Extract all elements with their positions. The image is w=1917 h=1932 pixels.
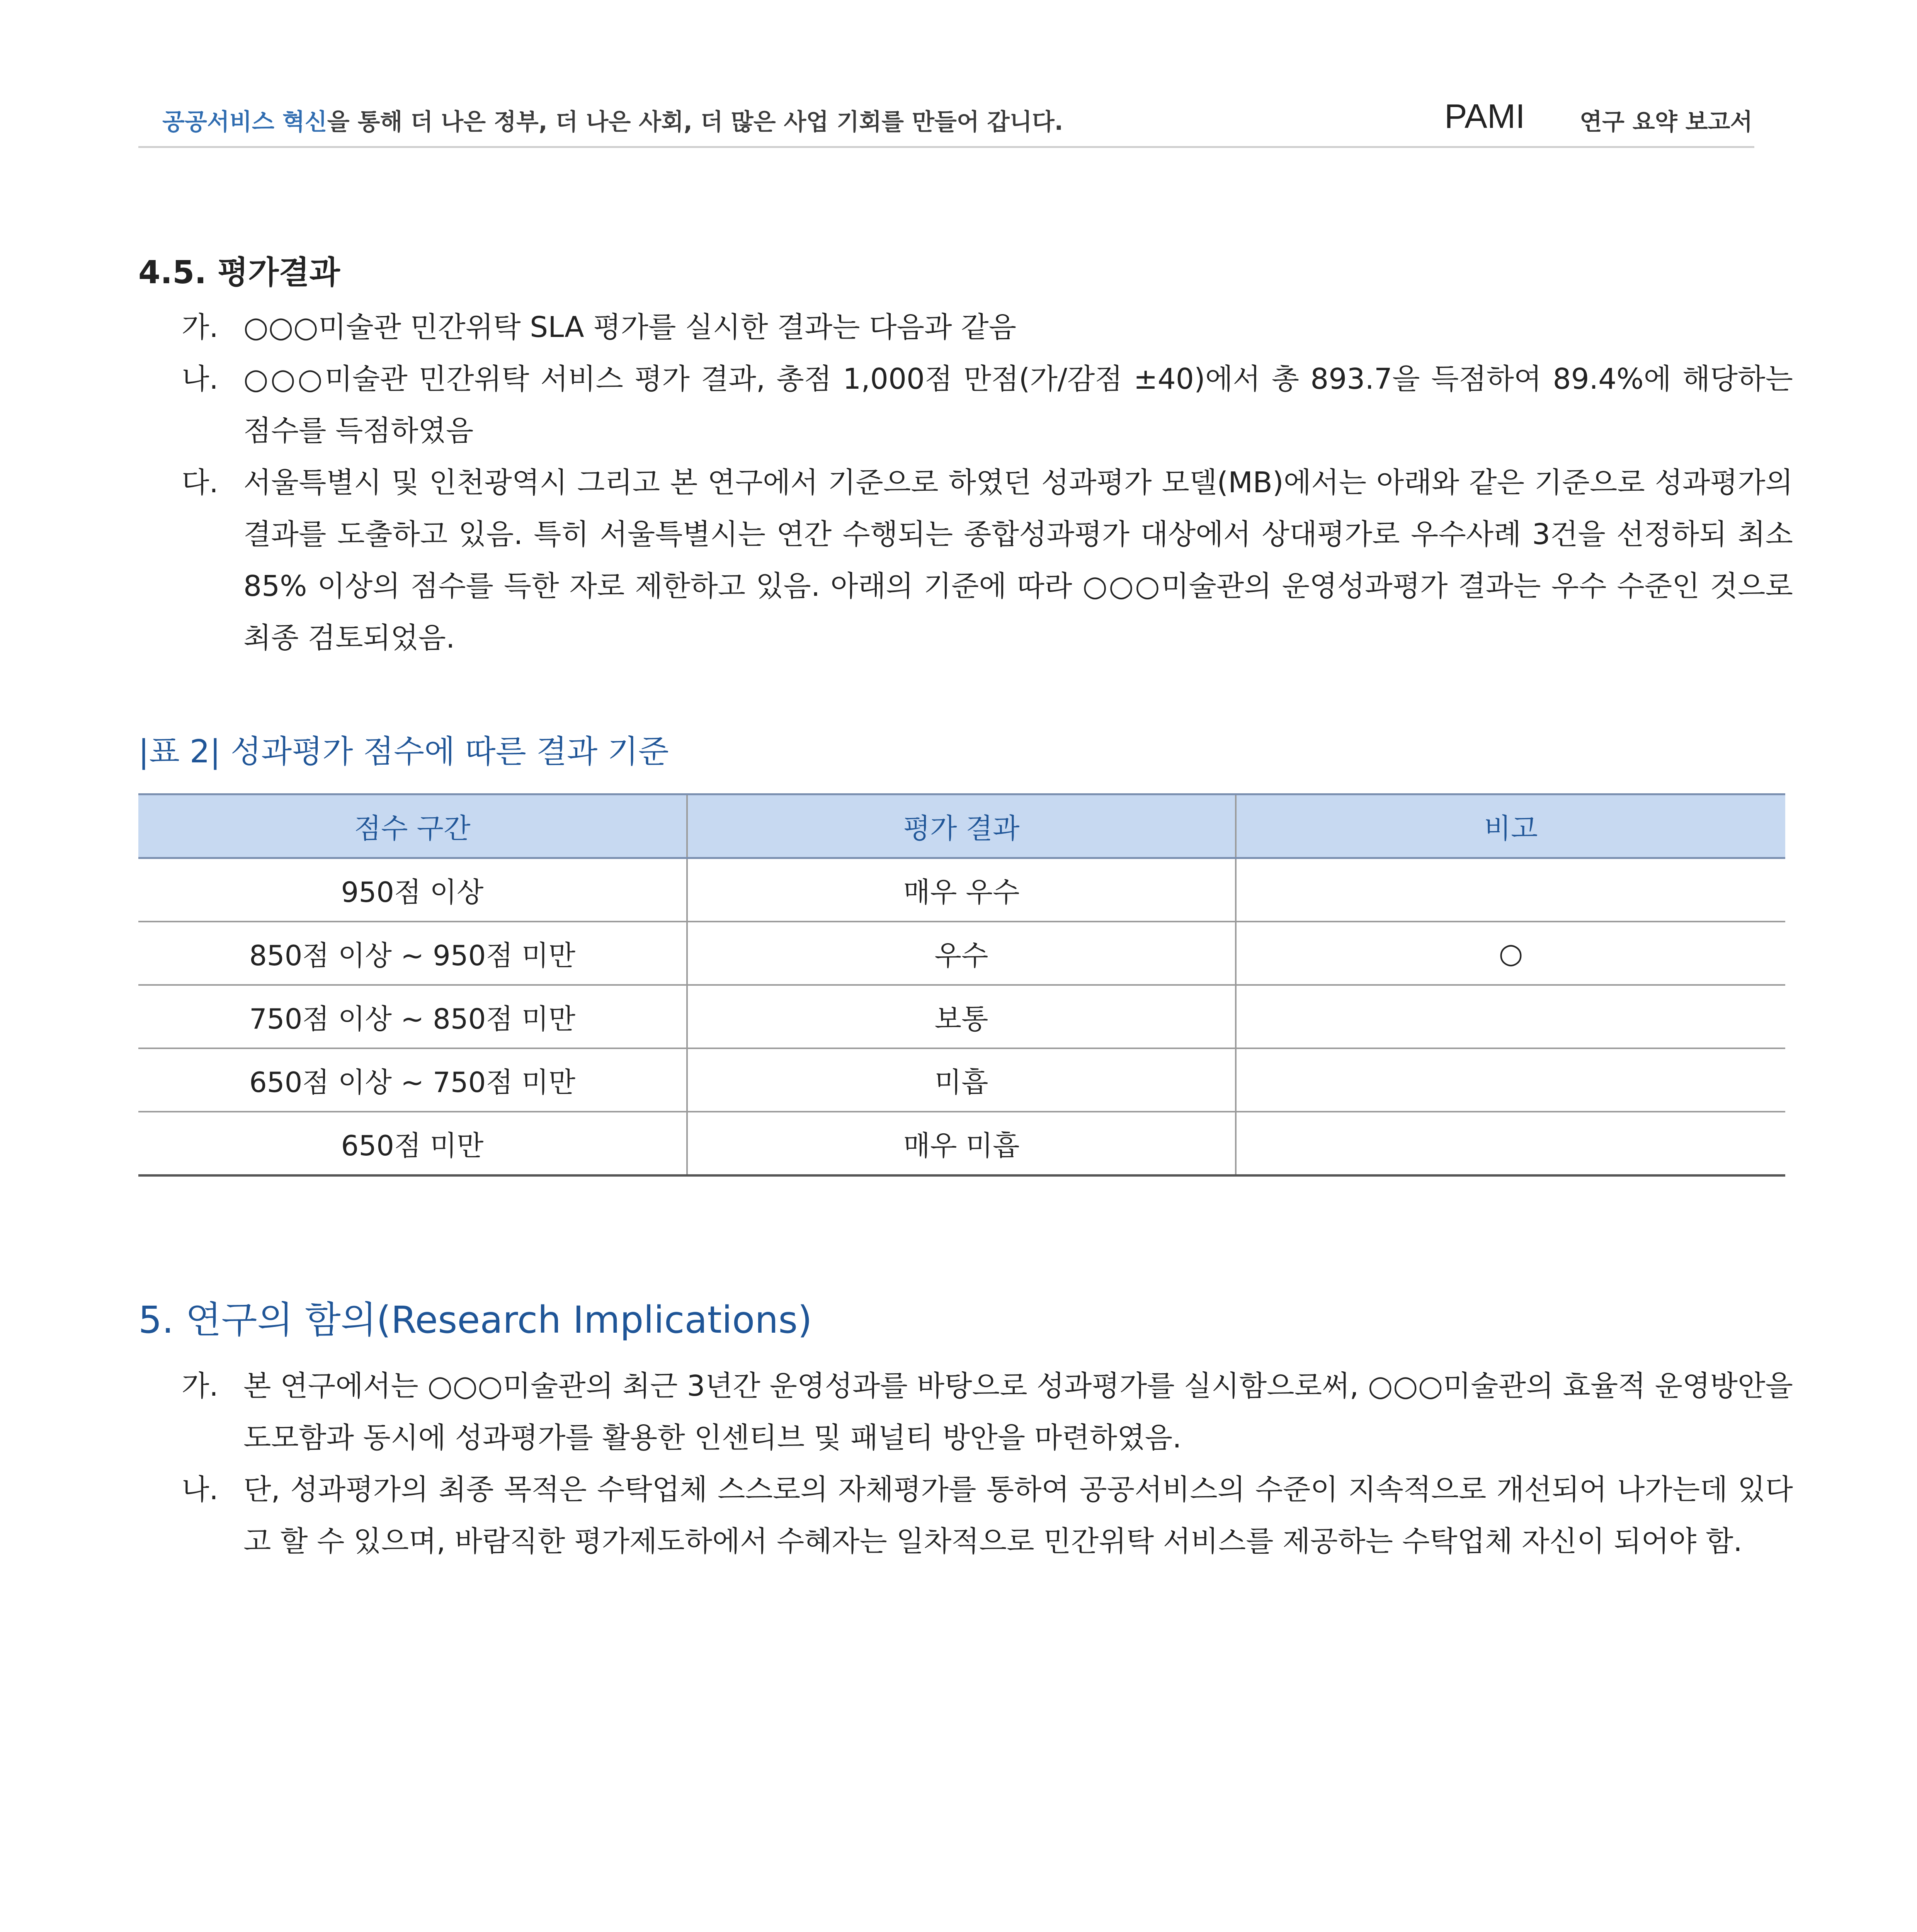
table-cell: 950점 이상 bbox=[138, 858, 687, 922]
paragraph-marker: 나. bbox=[182, 1473, 219, 1506]
table-row bbox=[138, 1048, 1785, 1112]
header-subtitle: 연구 요약 보고서 bbox=[1580, 109, 1753, 136]
paragraph-marker: 나. bbox=[182, 362, 219, 396]
paragraph-marker: 가. bbox=[182, 1369, 219, 1403]
table-cell bbox=[1236, 1112, 1785, 1175]
table-header-cell: 비고 bbox=[1236, 794, 1785, 858]
header-divider bbox=[138, 146, 1754, 148]
table-caption: |표 2| 성과평가 점수에 따른 결과 기준 bbox=[138, 733, 669, 770]
table-cell bbox=[1236, 985, 1785, 1048]
paragraph-marker: 다. bbox=[182, 466, 219, 499]
paragraph-marker: 가. bbox=[182, 311, 219, 344]
paragraph-item bbox=[182, 301, 1793, 353]
section-heading-4-5: 4.5. 평가결과 bbox=[138, 254, 340, 291]
table-header-row bbox=[138, 794, 1785, 858]
paragraph-item bbox=[182, 353, 1793, 457]
table-row bbox=[138, 922, 1785, 985]
table-cell: 미흡 bbox=[687, 1048, 1236, 1112]
paragraph-text: 서울특별시 및 인천광역시 그리고 본 연구에서 기준으로 하였던 성과평가 모델(MB)에서는 아래와 같은 기준으로 성과평가의 결과를 도출하고 있음. 특히 서울특별시는 연간 수행되는 종합성과평가 대상에서 상대평가로 우수사례 3건을 선정하되 최소 85% 이상의 점수를 득한 자로 제한하고 있음. 아래의 기준에 따라 ○○○미술관의 운영성과평가 결과는 우수 수준인 것으로 최종 검토되었음. bbox=[243, 466, 1793, 655]
paragraph-item bbox=[182, 457, 1793, 664]
header-slogan bbox=[162, 104, 1063, 137]
table-cell bbox=[1236, 1048, 1785, 1112]
paragraph-text: 본 연구에서는 ○○○미술관의 최근 3년간 운영성과를 바탕으로 성과평가를 실시함으로써, ○○○미술관의 효율적 운영방안을 도모함과 동시에 성과평가를 활용한 인센티브 및 패널티 방안을 마련하였음. bbox=[243, 1369, 1793, 1454]
table-row bbox=[138, 858, 1785, 922]
paragraph-item bbox=[182, 1360, 1793, 1464]
table-cell: ○ bbox=[1236, 922, 1785, 985]
table-row bbox=[138, 985, 1785, 1048]
table-cell: 우수 bbox=[687, 922, 1236, 985]
header-brand: PAMI bbox=[1444, 97, 1525, 135]
header-slogan-rest: 을 통해 더 나은 정부, 더 나은 사회, 더 많은 사업 기회를 만들어 갑니다. bbox=[327, 109, 1063, 136]
score-criteria-table bbox=[138, 793, 1785, 1177]
paragraph-text: ○○○미술관 민간위탁 서비스 평가 결과, 총점 1,000점 만점(가/감점 ±40)에서 총 893.7을 득점하여 89.4%에 해당하는 점수를 득점하였음 bbox=[243, 362, 1793, 447]
table-header-cell: 점수 구간 bbox=[138, 794, 687, 858]
table-cell: 850점 이상 ~ 950점 미만 bbox=[138, 922, 687, 985]
table-cell: 750점 이상 ~ 850점 미만 bbox=[138, 985, 687, 1048]
paragraph-text: ○○○미술관 민간위탁 SLA 평가를 실시한 결과는 다음과 같음 bbox=[243, 311, 1017, 344]
table-cell: 매우 미흡 bbox=[687, 1112, 1236, 1175]
table-row bbox=[138, 1112, 1785, 1175]
section-heading-5: 5. 연구의 함의(Research Implications) bbox=[138, 1298, 812, 1342]
table-cell: 650점 이상 ~ 750점 미만 bbox=[138, 1048, 687, 1112]
table-cell: 매우 우수 bbox=[687, 858, 1236, 922]
table-cell: 보통 bbox=[687, 985, 1236, 1048]
table-header-cell: 평가 결과 bbox=[687, 794, 1236, 858]
header-slogan-highlight: 공공서비스 혁신 bbox=[162, 109, 327, 136]
paragraph-item bbox=[182, 1464, 1793, 1567]
table-cell bbox=[1236, 858, 1785, 922]
table-cell: 650점 미만 bbox=[138, 1112, 687, 1175]
paragraph-text: 단, 성과평가의 최종 목적은 수탁업체 스스로의 자체평가를 통하여 공공서비스의 수준이 지속적으로 개선되어 나가는데 있다고 할 수 있으며, 바람직한 평가제도하에서 수혜자는 일차적으로 민간위탁 서비스를 제공하는 수탁업체 자신이 되어야 함. bbox=[243, 1473, 1793, 1558]
